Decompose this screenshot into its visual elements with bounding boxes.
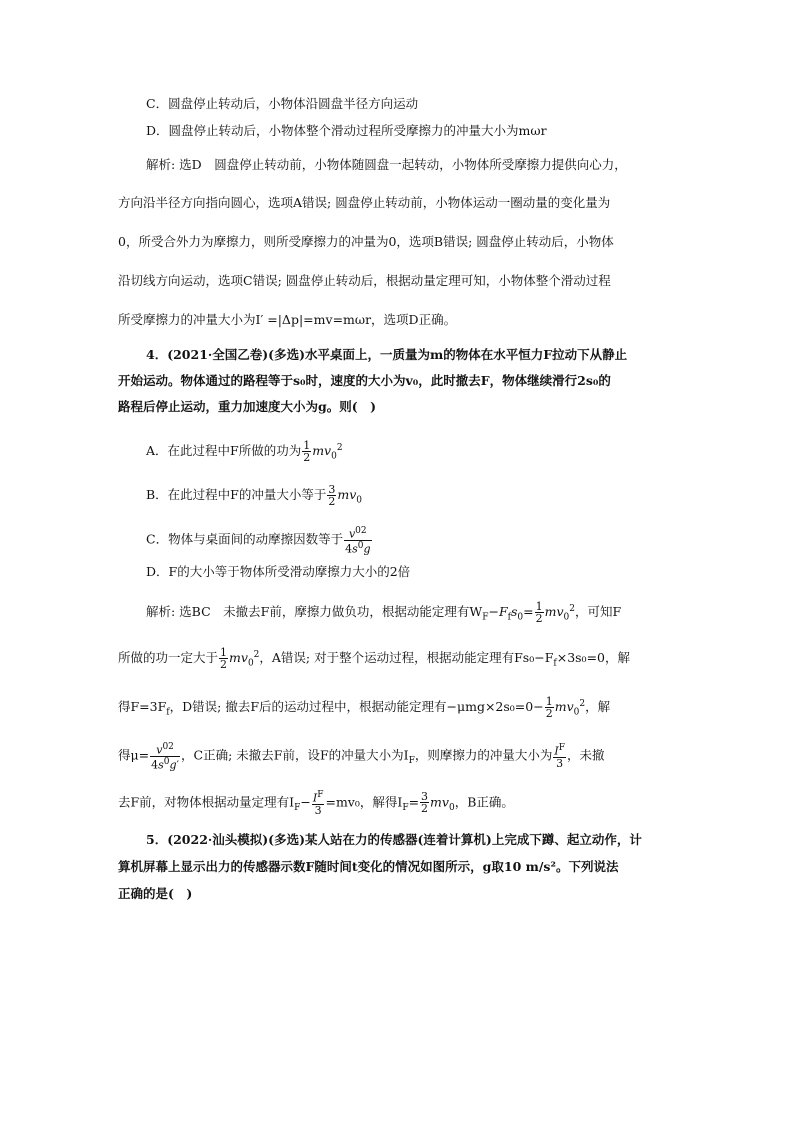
q4-option-b: B．在此过程中F的冲量大小等于 $\frac{3}{2}$ $mv_0$ [146,483,363,508]
q4-solution-line-3: 得$F=3F_f$，D错误; 撤去F后的运动过程中，根据动能定理有−μmg×2s₀=0− $\frac{1}{2}$ $mv_0^2$，解 [118,695,611,721]
q5-stem-line-2: 算机屏幕上显示出力的传感器示数F随时间t变化的情况如图所示，g取10 m/s²。下列说法 [118,859,619,874]
q3-solution-line-5: 所受摩擦力的冲量大小为I′ =|Δp|=mv=mωr，选项D正确。 [118,312,457,327]
q4-option-a: A．在此过程中F所做的功为 $\frac{1}{2}$ $mv_0^2$ [146,439,343,465]
q4-stem-line-3: 路程后停止运动，重力加速度大小为g。则( ) [118,399,377,414]
q4-stem-line-2: 开始运动。物体通过的路程等于s₀时，速度的大小为v₀，此时撤去F，物体继续滑行2s₀的 [118,373,611,388]
q4-solution-line-1: 解析: 选BC 未撤去F前，摩擦力做负功，根据动能定理有$W_F-F_fs_0=$ $\frac{1}{2}$ $mv_0^2$，可知F [146,600,622,626]
q3-option-d: D．圆盘停止转动后，小物体整个滑动过程所受摩擦力的冲量大小为mωr [146,123,547,138]
q4-option-d: D．F的大小等于物体所受滑动摩擦力大小的2倍 [146,564,411,579]
q3-solution-line-3: 0，所受合外力为摩擦力，则所受摩擦力的冲量为0，选项B错误; 圆盘停止转动后，小物体 [118,234,614,249]
q4-solution-line-4: 得μ= $\frac{v^{02}}{4s^0g'}$ ，C正确; 未撤去F前，设F的冲量大小为$I_F$，则摩擦力的冲量大小为 $\frac{I^F}{3}$ ，未撤 [118,742,605,772]
q5-stem-line-3: 正确的是( ) [118,886,193,901]
q3-solution-line-2: 方向沿半径方向指向圆心，选项A错误; 圆盘停止转动前，小物体运动一圈动量的变化量为 [118,195,611,210]
q3-solution-line-4: 沿切线方向运动，选项C错误; 圆盘停止转动后，根据动量定理可知，小物体整个滑动过程 [118,273,611,288]
q5-stem-line-1: 5．(2022·汕头模拟)(多选)某人站在力的传感器(连着计算机)上完成下蹲、起立动作，计 [146,832,642,847]
q4-solution-line-2: 所做的功一定大于 $\frac{1}{2}$ $mv_0^2$，A错误; 对于整个运动过程，根据动能定理有$Fs_0-F_f\times 3s_0=0$，解 [118,646,630,672]
q4-option-c: C．物体与桌面间的动摩擦因数等于 $\frac{v^{02}}{4s^0g}$ [146,526,371,556]
q4-stem-line-1: 4．(2021·全国乙卷)(多选)水平桌面上，一质量为m的物体在水平恒力F拉动下从静止 [146,347,628,362]
q3-solution-line-1: 解析: 选D 圆盘停止转动前，小物体随圆盘一起转动，小物体所受摩擦力提供向心力， [146,157,627,172]
q4-solution-line-5: 去F前，对物体根据动量定理有$I_F-$ $\frac{I^F}{3}$ =mv₀，解得$I_F=$ $\frac{3}{2}$ $mv_0$，B正确。 [118,790,514,817]
q3-option-c: C．圆盘停止转动后，小物体沿圆盘半径方向运动 [146,96,419,111]
